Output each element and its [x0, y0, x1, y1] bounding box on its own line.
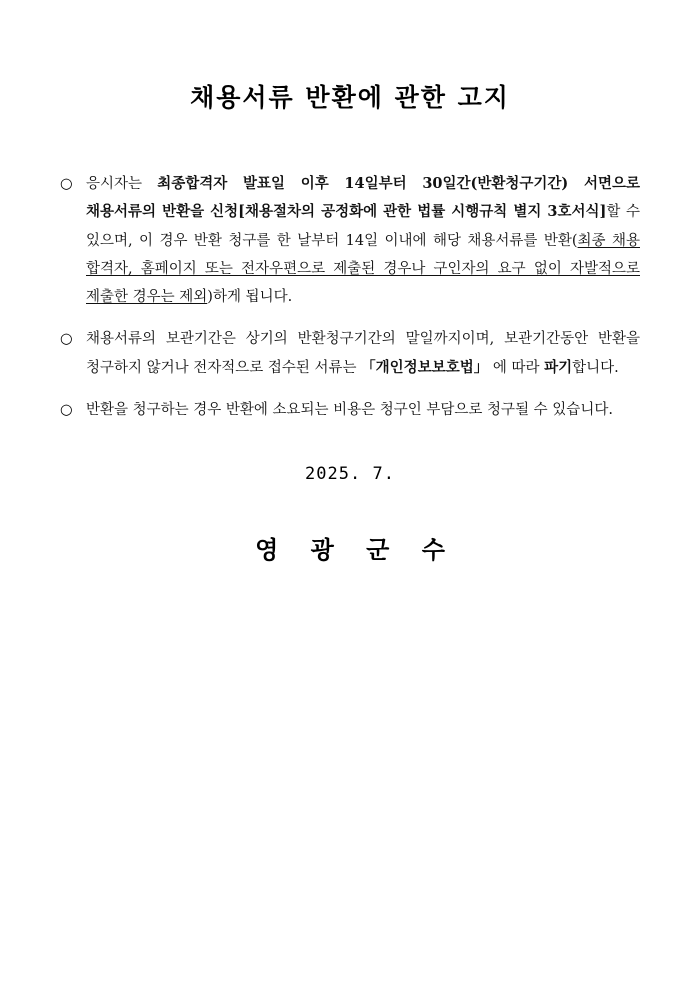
clause-segment: 반환을 청구하는 경우 반환에 소요되는 비용은 청구인 부담으로 청구될 수 있습니다.	[86, 401, 613, 418]
clause-segment: 할 수 있으며, 이 경우 반환 청구를 한 날부터 14일 이내에 해당 채용서류를 반환(	[86, 204, 640, 249]
clause-text-0	[86, 170, 640, 311]
signature-authority: 영 광 군 수	[255, 535, 457, 565]
clause-segment: )하게 됩니다.	[207, 289, 293, 306]
clause-item	[60, 325, 640, 382]
clause-segment: 파기	[544, 358, 573, 376]
clause-text-1	[86, 325, 640, 382]
issue-date: 2025. 7.	[305, 464, 395, 485]
bullet-icon: ○	[60, 401, 73, 418]
bullet-icon: ○	[60, 331, 73, 348]
clause-segment: 채용서류의 보관기간은 상기의 반환청구기간의 말일까지이며, 보관기간동안 반환을 청구하지 않거나 전자적으로 접수된 서류는	[86, 331, 640, 376]
clause-segment: 에 따라	[488, 359, 545, 376]
clause-item	[60, 396, 640, 424]
clause-item	[60, 170, 640, 311]
clause-text-2	[86, 396, 640, 424]
clause-segment: 「개인정보보호법」	[361, 358, 489, 376]
clause-segment: 응시자는	[86, 176, 158, 192]
clause-list	[60, 170, 640, 424]
clause-segment: 최종 채용 합격자, 홈페이지 또는 전자우편으로 제출된 경우나 구인자의 요구 없이 자발적으로 제출한 경우는 제외	[86, 232, 640, 306]
bullet-icon: ○	[60, 176, 73, 192]
clause-segment: 최종합격자 발표일 이후 14일부터 30일간(반환청구기간) 서면으로 채용서류의 반환을 신청[채용절차의 공정화에 관한 법률 시행규칙 별지 3호서식]	[86, 175, 640, 221]
clause-segment: 합니다.	[572, 359, 619, 376]
page-title: 채용서류 반환에 관한 고지	[190, 83, 510, 112]
